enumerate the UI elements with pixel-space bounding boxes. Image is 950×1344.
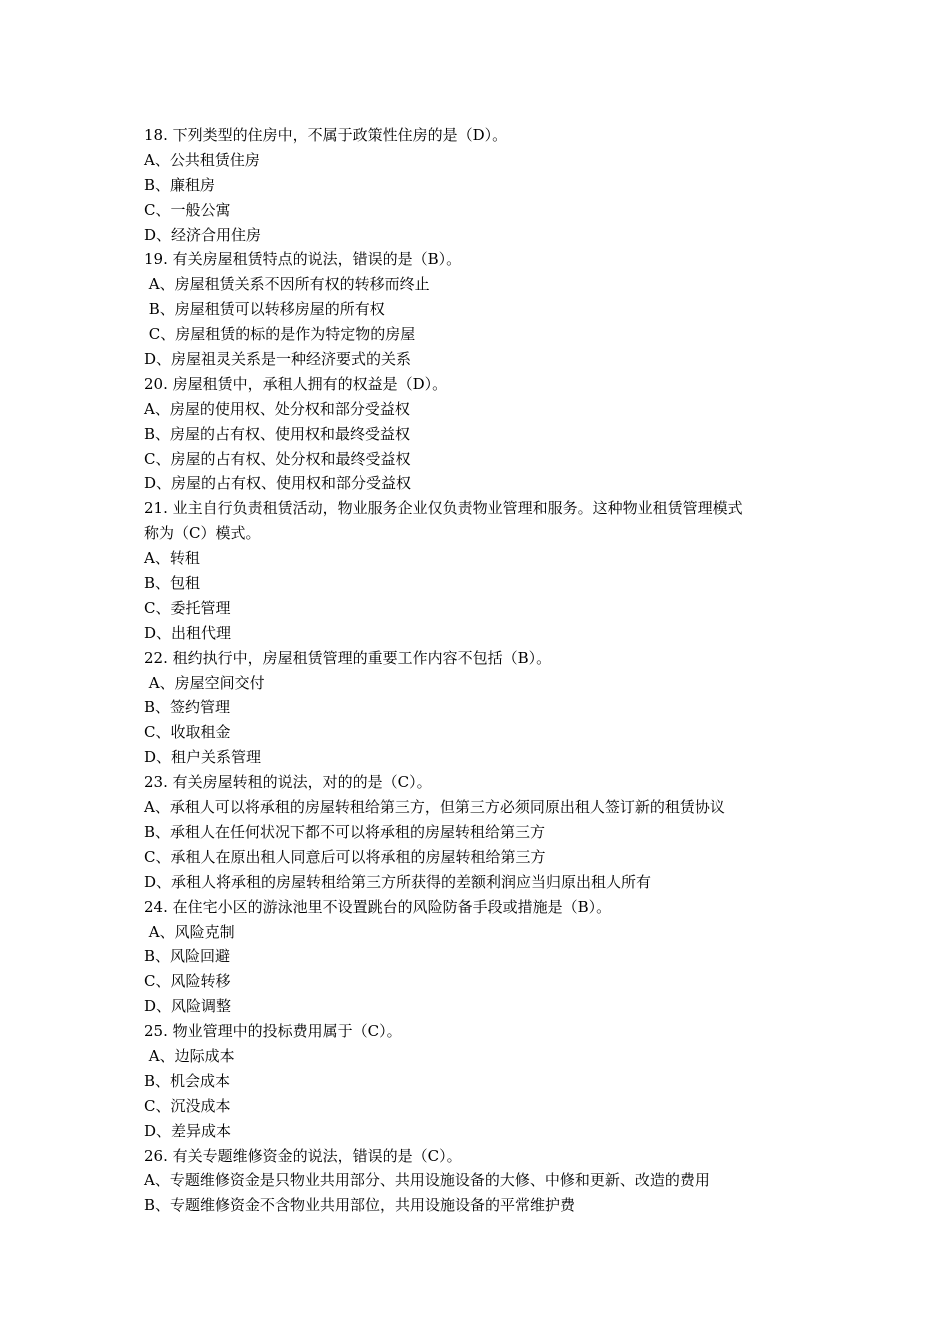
text-line: D、差异成本 <box>144 1121 232 1140</box>
text-line: A、专题维修资金是只物业共用部分、共用设施设备的大修、中修和更新、改造的费用 <box>144 1171 710 1190</box>
text-line: A、房屋租赁关系不因所有权的转移而终止 <box>144 275 430 294</box>
text-line: B、机会成本 <box>144 1071 231 1090</box>
text-line: D、承租人将承租的房屋转租给第三方所获得的差额利润应当归原出租人所有 <box>144 872 652 891</box>
text-line: 23. 有关房屋转租的说法，对的的是（C）。 <box>144 773 432 792</box>
text-line: 18. 下列类型的住房中，不属于政策性住房的是（D）。 <box>144 126 508 144</box>
text-line: B、承租人在任何状况下都不可以将承租的房屋转租给第三方 <box>144 822 546 841</box>
text-line: B、房屋的占有权、使用权和最终受益权 <box>144 424 411 443</box>
text-line: D、经济合用住房 <box>144 225 262 244</box>
text-line: A、房屋的使用权、处分权和部分受益权 <box>144 399 410 418</box>
text-line: 25. 物业管理中的投标费用属于（C）。 <box>144 1022 402 1041</box>
text-line: B、廉租房 <box>144 175 216 194</box>
text-line: D、风险调整 <box>144 997 232 1016</box>
text-line: C、房屋租赁的标的是作为特定物的房屋 <box>144 325 416 344</box>
text-line: C、承租人在原出租人同意后可以将承租的房屋转租给第三方 <box>144 847 546 866</box>
text-line: C、收取租金 <box>144 723 231 742</box>
text-line: D、出租代理 <box>144 623 232 642</box>
text-line: 19. 有关房屋租赁特点的说法，错误的是（B）。 <box>144 250 462 269</box>
text-line: C、沉没成本 <box>144 1096 231 1115</box>
text-line: B、风险回避 <box>144 947 231 966</box>
text-line: B、专题维修资金不含物业共用部位，共用设施设备的平常维护费 <box>144 1196 576 1215</box>
text-line: 21. 业主自行负责租赁活动，物业服务企业仅负责物业管理和服务。这种物业租赁管理模式 <box>144 499 743 518</box>
text-line: D、房屋的占有权、使用权和部分受益权 <box>144 474 412 493</box>
document-body <box>144 123 824 1218</box>
text-line: 24. 在住宅小区的游泳池里不设置跳台的风险防备手段或措施是（B）。 <box>144 897 612 916</box>
text-line: B、签约管理 <box>144 698 231 717</box>
text-line: C、一般公寓 <box>144 200 231 219</box>
text-line: D、房屋祖灵关系是一种经济要式的关系 <box>144 350 412 369</box>
text-line: A、风险克制 <box>144 922 235 941</box>
text-line: A、承租人可以将承租的房屋转租给第三方，但第三方必须同原出租人签订新的租赁协议 <box>144 798 725 817</box>
text-line: C、委托管理 <box>144 598 231 617</box>
text-line: C、房屋的占有权、处分权和最终受益权 <box>144 449 411 468</box>
text-line: D、租户关系管理 <box>144 748 262 767</box>
text-line: A、转租 <box>144 549 200 568</box>
text-line: 26. 有关专题维修资金的说法，错误的是（C）。 <box>144 1146 462 1165</box>
text-line: C、风险转移 <box>144 972 231 991</box>
text-line: 20. 房屋租赁中，承租人拥有的权益是（D）。 <box>144 374 448 393</box>
text-line: B、房屋租赁可以转移房屋的所有权 <box>144 300 385 319</box>
text-line: 称为（C）模式。 <box>144 524 261 543</box>
text-line: A、公共租赁住房 <box>144 150 260 169</box>
text-line: 22. 租约执行中，房屋租赁管理的重要工作内容不包括（B）。 <box>144 648 552 667</box>
text-line: A、房屋空间交付 <box>144 673 265 692</box>
text-line: A、边际成本 <box>144 1046 235 1065</box>
text-line: B、包租 <box>144 574 201 593</box>
